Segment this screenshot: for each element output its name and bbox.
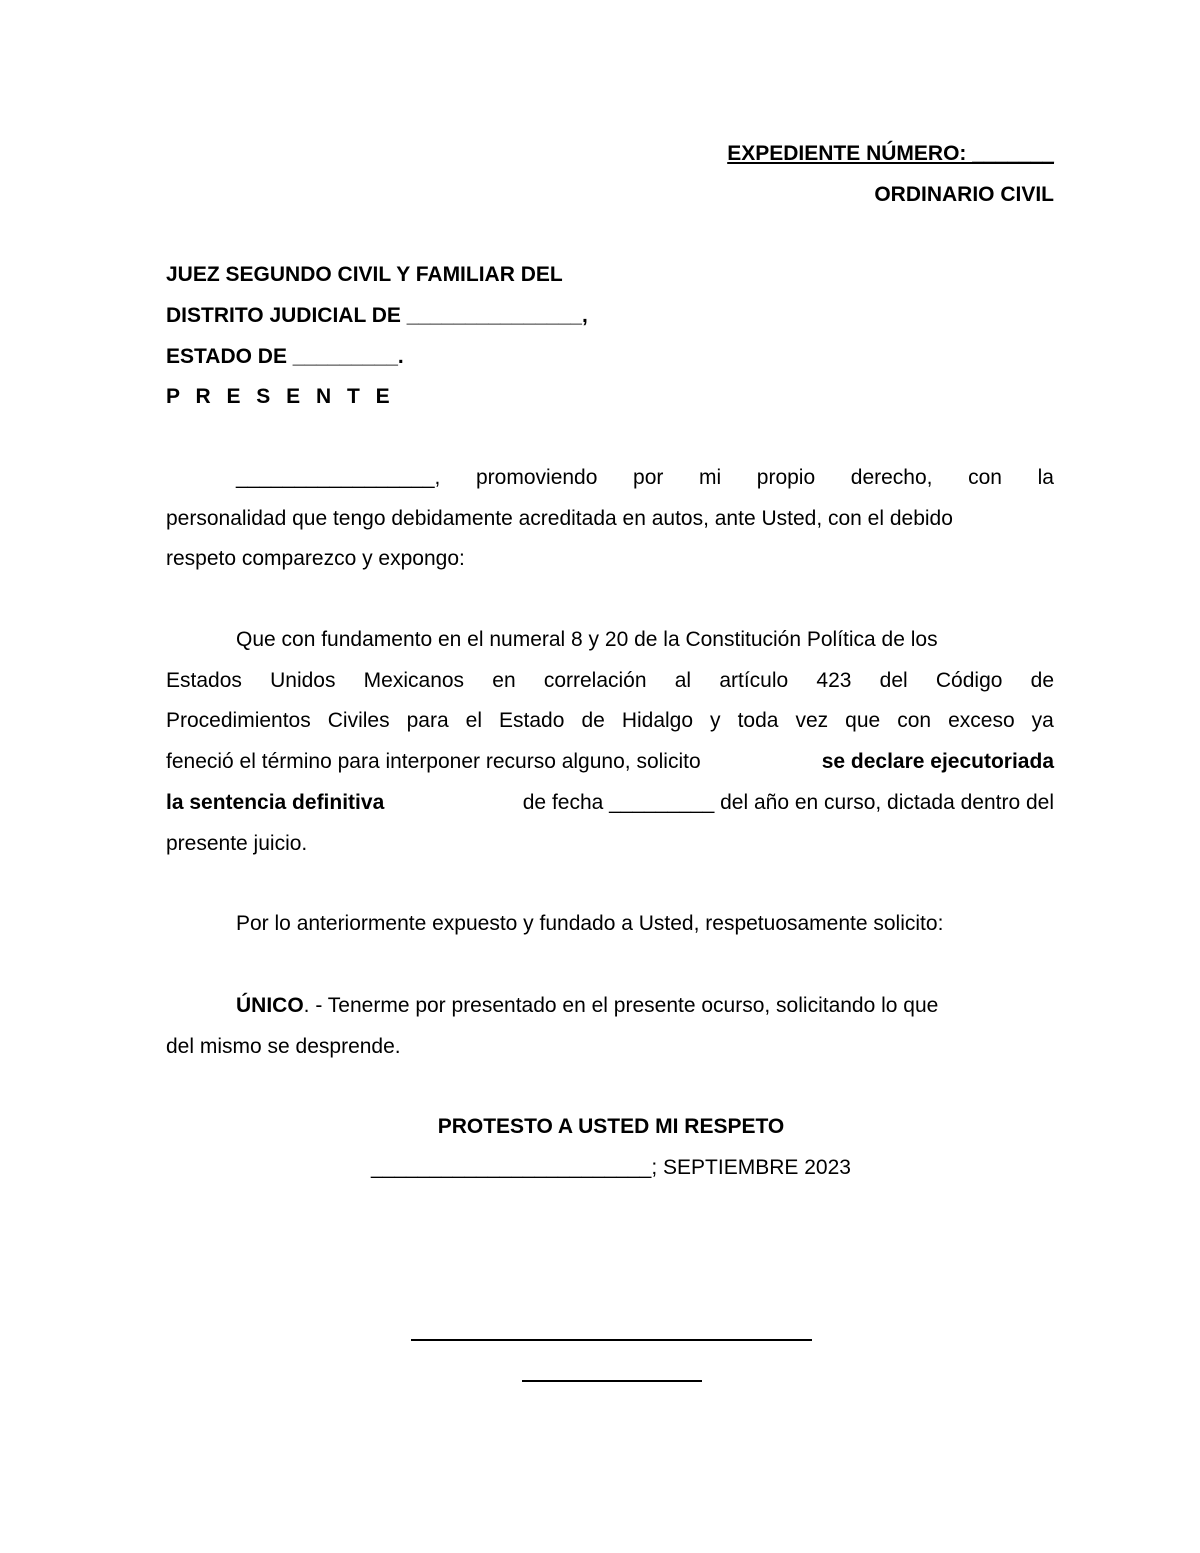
word: al (674, 669, 692, 692)
protesto-label: PROTESTO A USTED MI RESPETO (437, 1115, 785, 1138)
parrafo-1-linea-2: personalidad que tengo debidamente acreditada en autos, ante Usted, con el debido (166, 507, 953, 530)
word: 423 (816, 669, 852, 692)
signature-name-line (522, 1380, 702, 1382)
parrafo-2-linea-3 (166, 707, 1054, 735)
word: Estados (166, 669, 242, 692)
tipo-juicio: ORDINARIO CIVIL (874, 183, 1054, 206)
unico-text-1: . - Tenerme por presentado en el presente ocurso, solicitando lo que (303, 994, 939, 1017)
word: por (633, 466, 664, 489)
parrafo-2-linea-2 (166, 667, 1054, 695)
word: con (897, 709, 932, 732)
unico-label: ÚNICO (236, 994, 304, 1017)
word: Procedimientos (166, 709, 311, 732)
linea-5-normal: de fecha _________ del año en curso, dictada dentro del (522, 791, 1054, 814)
word: para (406, 709, 449, 732)
parrafo-3: Por lo anteriormente expuesto y fundado a Usted, respetuosamente solicito: (236, 912, 944, 935)
word: Código (935, 669, 1003, 692)
unico-linea-1 (236, 992, 1054, 1020)
word: el (465, 709, 483, 732)
presente-label: P R E S E N T E (166, 385, 395, 408)
expediente-numero: EXPEDIENTE NÚMERO: _______ (727, 142, 1054, 165)
word: propio (756, 466, 816, 489)
destinatario-linea-3: ESTADO DE _________. (166, 345, 404, 368)
word: Civiles (327, 709, 390, 732)
unico-content (236, 992, 938, 1020)
word: con (968, 466, 1002, 489)
lugar-fecha: ________________________; SEPTIEMBRE 2023 (371, 1156, 851, 1179)
unico-linea-2: del mismo se desprende. (166, 1035, 401, 1058)
word: exceso (948, 709, 1015, 732)
word: Mexicanos (363, 669, 465, 692)
word: toda (737, 709, 779, 732)
parrafo-1-linea-3: respeto comparezco y expongo: (166, 547, 465, 570)
word: que (845, 709, 881, 732)
parrafo-2-linea-1: Que con fundamento en el numeral 8 y 20 de la Constitución Política de los (236, 628, 938, 651)
word: promoviendo (476, 466, 598, 489)
nombre-promovente-blank: _________________, (236, 466, 441, 489)
word: Hidalgo (621, 709, 694, 732)
word: vez (795, 709, 829, 732)
word: la (1037, 466, 1054, 489)
word: mi (698, 466, 722, 489)
parrafo-2-linea-6: presente juicio. (166, 832, 308, 855)
word: de (581, 709, 605, 732)
word: ya (1031, 709, 1054, 732)
linea-4-bold: se declare ejecutoriada (821, 750, 1054, 773)
word: y (710, 709, 721, 732)
word: Unidos (270, 669, 336, 692)
destinatario-linea-2: DISTRITO JUDICIAL DE _______________, (166, 304, 588, 327)
word: Estado (499, 709, 565, 732)
linea-5-bold: la sentencia definitiva (166, 791, 385, 814)
parrafo-2-linea-5 (166, 789, 1054, 817)
parrafo-2-linea-4 (166, 748, 1054, 776)
word: artículo (719, 669, 789, 692)
word: derecho, (850, 466, 933, 489)
word: de (1030, 669, 1054, 692)
signature-line (411, 1339, 812, 1341)
linea-4-normal: feneció el término para interponer recurso alguno, solicito (166, 750, 701, 773)
word: correlación (543, 669, 647, 692)
word: en (492, 669, 516, 692)
destinatario-linea-1: JUEZ SEGUNDO CIVIL Y FAMILIAR DEL (166, 263, 563, 286)
parrafo-1-linea-1 (236, 464, 1054, 492)
word: del (879, 669, 908, 692)
